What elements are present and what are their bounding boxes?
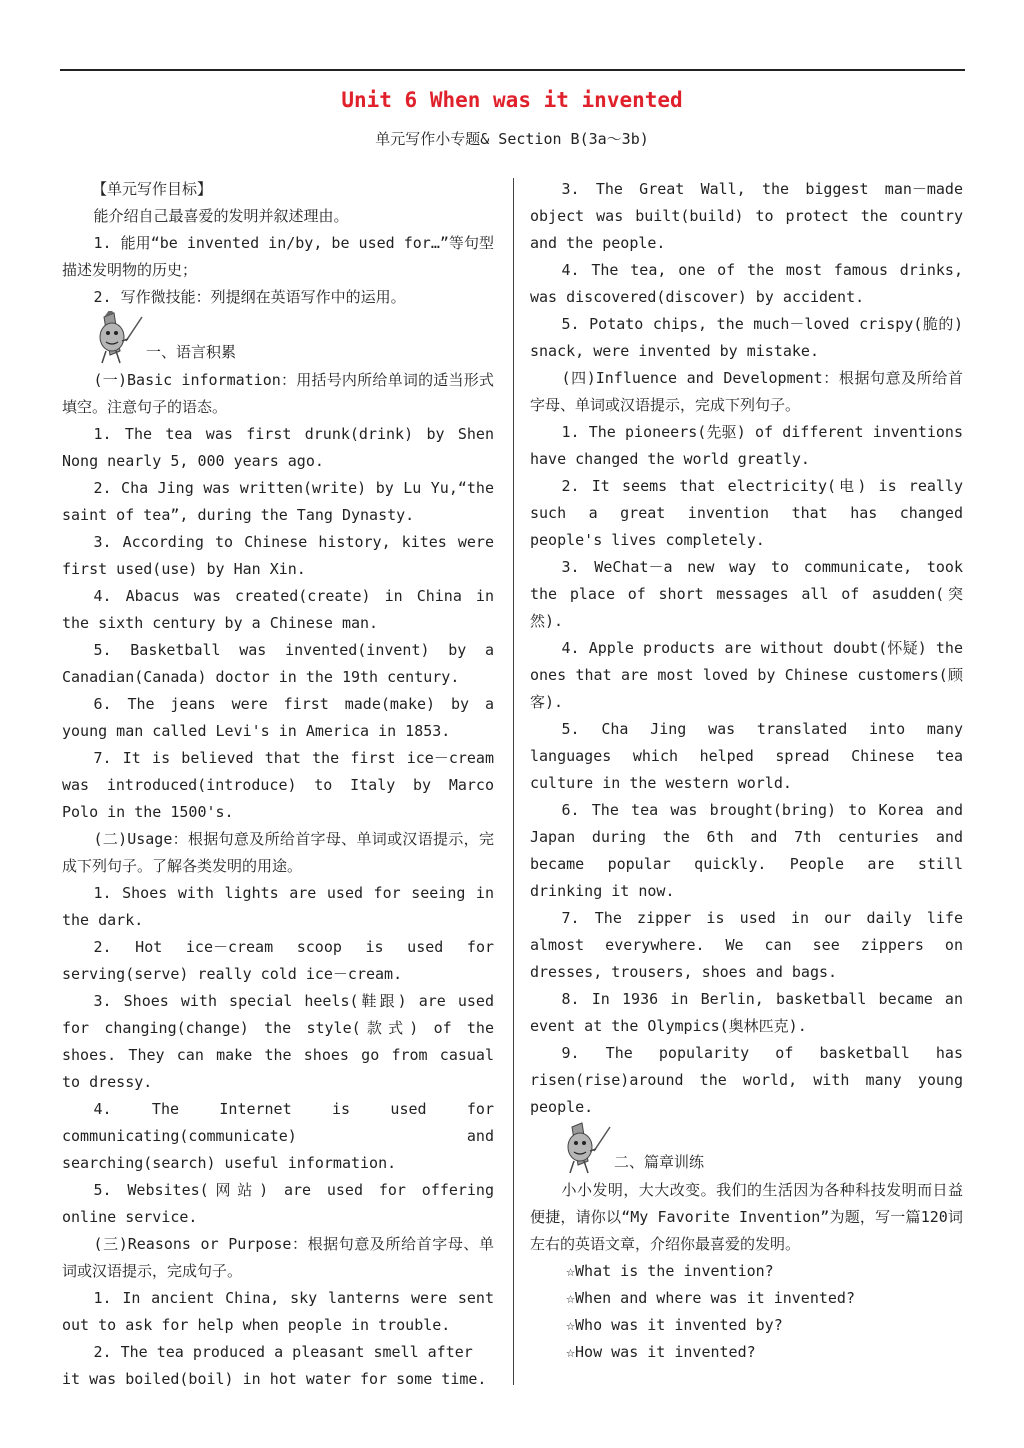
exercise-item: 3. According to Chinese history, kites were first used(use) by Han Xin. <box>62 533 494 578</box>
right-column <box>530 176 963 1366</box>
section-2-label: 二、篇章训练 <box>614 1153 705 1171</box>
goal-item-1: 1. 能用“be invented in/by, be used for…”等句型描述发明物的历史； <box>62 234 494 279</box>
goal-intro: 能介绍自己最喜爱的发明并叙述理由。 <box>93 207 349 225</box>
exercise-item: 7. It is believed that the first ice－cream was introduced(introduce) to Italy by Marco Polo in the 1500's. <box>62 749 494 821</box>
outline-question: ☆What is the invention? <box>566 1262 774 1280</box>
exercise-item: 6. The jeans were first made(make) by a young man called Levi's in America in 1853. <box>62 695 494 740</box>
exercise-item: 1. The tea was first drunk(drink) by Shen Nong nearly 5, 000 years ago. <box>62 425 494 470</box>
page-title: Unit 6 When was it invented <box>341 88 683 112</box>
exercise-item: 4. Abacus was created(create) in China in the sixth century by a Chinese man. <box>62 587 494 632</box>
exercise-item: 2. Hot ice－cream scoop is used for serving(serve) really cold ice－cream. <box>62 938 494 983</box>
exercise-item: 5. Basketball was invented(invent) by a Canadian(Canada) doctor in the 19th century. <box>62 641 494 686</box>
section-heading-1 <box>62 311 494 367</box>
outline-question: ☆When and where was it invented? <box>566 1289 855 1307</box>
exercise-item: 4. Apple products are without doubt(怀疑) the ones that are most loved by Chinese customers(顾客). <box>530 639 963 711</box>
outline-question: ☆How was it invented? <box>566 1343 756 1361</box>
exercise-item: 9. The popularity of basketball has risen(rise)around the world, with many young people. <box>530 1044 963 1116</box>
exercise-item: 3. WeChat－a new way to communicate, took the place of short messages all of asudden(突然). <box>530 558 963 630</box>
exercise-item: 3. The Great Wall, the biggest man－made object was built(build) to protect the country and the people. <box>530 180 963 252</box>
exercise-item: 4. The tea, one of the most famous drinks, was discovered(discover) by accident. <box>530 261 963 306</box>
exercise-item: 6. The tea was brought(bring) to Korea and Japan during the 6th and 7th centuries and became popular quickly. People are still drinking it now. <box>530 801 963 900</box>
outline-question: ☆Who was it invented by? <box>566 1316 783 1334</box>
left-column <box>62 176 494 1393</box>
goal-item-2: 2. 写作微技能：列提纲在英语写作中的运用。 <box>93 288 406 306</box>
exercise-item: 5. Cha Jing was translated into many languages which helped spread Chinese tea culture in the western world. <box>530 720 963 792</box>
writing-task: 小小发明，大大改变。我们的生活因为各种科技发明而日益便捷，请你以“My Favorite Invention”为题，写一篇120词左右的英语文章，介绍你最喜爱的发明。 <box>530 1181 963 1253</box>
exercise-item: 3. Shoes with special heels(鞋跟) are used for changing(change) the style(款式) of the shoes. They can make the shoes go from casual to dressy. <box>62 992 494 1091</box>
exercise-item: 4. The Internet is used for communicating(communicate) and searching(search) useful information. <box>62 1100 494 1172</box>
exercise-item: 1. The pioneers(先驱) of different inventions have changed the world greatly. <box>530 423 963 468</box>
exercise-item: 2. Cha Jing was written(write) by Lu Yu,“the saint of tea”, during the Tang Dynasty. <box>62 479 494 524</box>
part-1-heading: (一)Basic information：用括号内所给单词的适当形式填空。注意句子的语态。 <box>62 371 494 416</box>
part-2-heading: (二)Usage：根据句意及所给首字母、单词或汉语提示，完成下列句子。了解各类发明的用途。 <box>62 830 494 875</box>
exercise-item: 5. Websites(网站) are used for offering online service. <box>62 1181 494 1226</box>
part-4-heading: (四)Influence and Development：根据句意及所给首字母、单词或汉语提示，完成下列句子。 <box>530 369 963 414</box>
part-3-heading: (三)Reasons or Purpose：根据句意及所给首字母、单词或汉语提示，完成句子。 <box>62 1235 494 1280</box>
exercise-item: 7. The zipper is used in our daily life almost everywhere. We can see zippers on dresses, trousers, shoes and bags. <box>530 909 963 981</box>
pencil-teacher-icon <box>96 311 146 367</box>
exercise-item: 8. In 1936 in Berlin, basketball became an event at the Olympics(奥林匹克). <box>530 990 963 1035</box>
exercise-item: 1. In ancient China, sky lanterns were sent out to ask for help when people in trouble. <box>62 1289 494 1334</box>
exercise-item: 1. Shoes with lights are used for seeing in the dark. <box>62 884 494 929</box>
exercise-item: 2. It seems that electricity(电) is really such a great invention that has changed people's lives completely. <box>530 477 963 549</box>
page-subtitle: 单元写作小专题& Section B(3a～3b) <box>375 130 649 148</box>
pencil-teacher-icon <box>564 1121 614 1177</box>
top-rule <box>60 69 965 71</box>
section-heading-2 <box>530 1121 963 1177</box>
goal-heading: 【单元写作目标】 <box>92 180 213 198</box>
exercise-item: 2. The tea produced a pleasant smell after it was boiled(boil) in hot water for some time. <box>62 1343 487 1388</box>
exercise-item: 5. Potato chips, the much－loved crispy(脆的) snack, were invented by mistake. <box>530 315 963 360</box>
column-divider <box>513 178 514 1385</box>
section-1-label: 一、语言积累 <box>146 343 237 361</box>
